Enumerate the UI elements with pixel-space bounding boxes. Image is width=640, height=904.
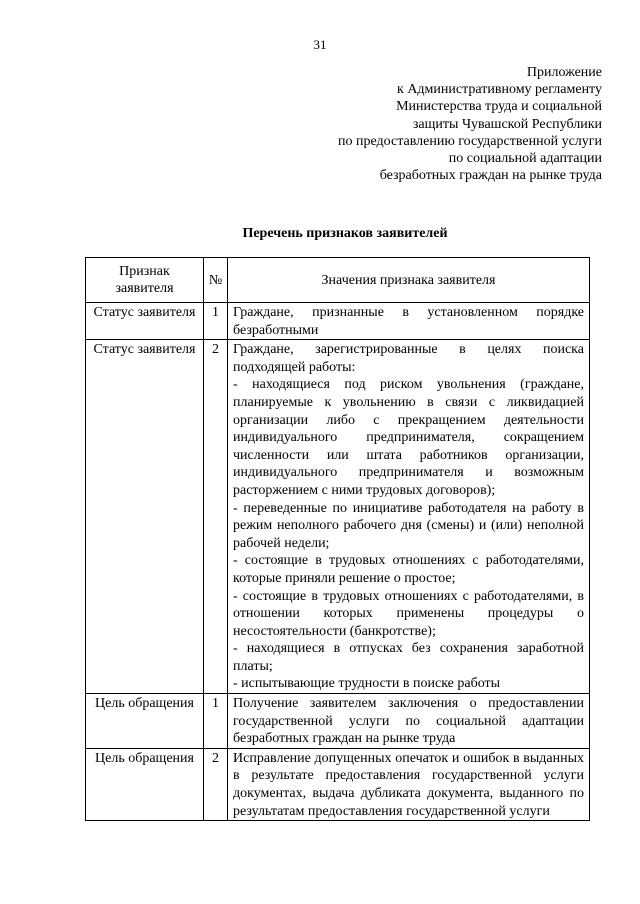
row-param: Цель обращения (86, 694, 204, 749)
appendix-line: к Административному регламенту (397, 82, 602, 98)
table-row (86, 694, 590, 749)
appendix-header (272, 64, 602, 184)
value-text: Исправление допущенных опечаток и ошибок в выданных в результате предоставления государственной услуги документах, выдача дубликата документа, выданного по результатам предоставления государственной услуги (233, 750, 584, 819)
row-values (228, 694, 590, 749)
value-text: Граждане, признанные в установленном порядке безработными (233, 305, 584, 338)
value-text: - испытывающие трудности в поиске работы (233, 676, 501, 692)
row-values (228, 748, 590, 820)
value-text: Получение заявителем заключения о предоставлении государственной услуги по социальной адаптации безработных граждан на рынке труда (233, 696, 584, 747)
appendix-line: безработных граждан на рынке труда (379, 168, 602, 184)
appendix-line: Приложение (526, 65, 602, 80)
header-values: Значения признака заявителя (228, 258, 590, 303)
row-number: 1 (204, 303, 228, 340)
value-text: Граждане, зарегистрированные в целях поиска подходящей работы: (233, 342, 584, 375)
table-header-row (86, 258, 590, 303)
value-text: - переведенные по инициативе работодателя на работу в режим неполного рабочего дня (смены) и (или) неполной рабочей недели; (233, 500, 584, 551)
criteria-table (85, 257, 590, 821)
row-param: Статус заявителя (86, 303, 204, 340)
header-number: № (204, 258, 228, 303)
row-values (228, 340, 590, 694)
appendix-line: по социальной адаптации (448, 151, 602, 167)
page-number: 31 (313, 37, 327, 52)
row-number: 2 (204, 748, 228, 820)
table-row (86, 303, 590, 340)
table-row (86, 340, 590, 694)
appendix-line: защиты Чувашской Республики (412, 116, 602, 132)
row-values (228, 303, 590, 340)
row-number: 2 (204, 340, 228, 694)
row-number: 1 (204, 694, 228, 749)
table-row (86, 748, 590, 820)
value-text: - находящиеся под риском увольнения (граждане, планируемые к увольнению в связи с ликвидацией организации либо с прекращением деятельности индивидуального предпринимателя, сокращением численности или штата работников организации, индивидуального предпринимателя и возможным расторжением с ними трудовых договоров); (233, 377, 584, 498)
header-param: Признак заявителя (86, 258, 204, 303)
value-text: - находящиеся в отпусках без сохранения заработной платы; (233, 641, 584, 674)
row-param: Статус заявителя (86, 340, 204, 694)
value-text: - состоящие в трудовых отношениях с работодателями, которые приняли решение о простое; (233, 553, 584, 586)
row-param: Цель обращения (86, 748, 204, 820)
appendix-line: по предоставлению государственной услуги (338, 133, 602, 149)
document-title: Перечень признаков заявителей (242, 226, 448, 241)
value-text: - состоящие в трудовых отношениях с работодателями, в отношении которых применены процедуры о несостоятельности (банкротстве); (233, 588, 584, 639)
appendix-line: Министерства труда и социальной (396, 99, 602, 115)
